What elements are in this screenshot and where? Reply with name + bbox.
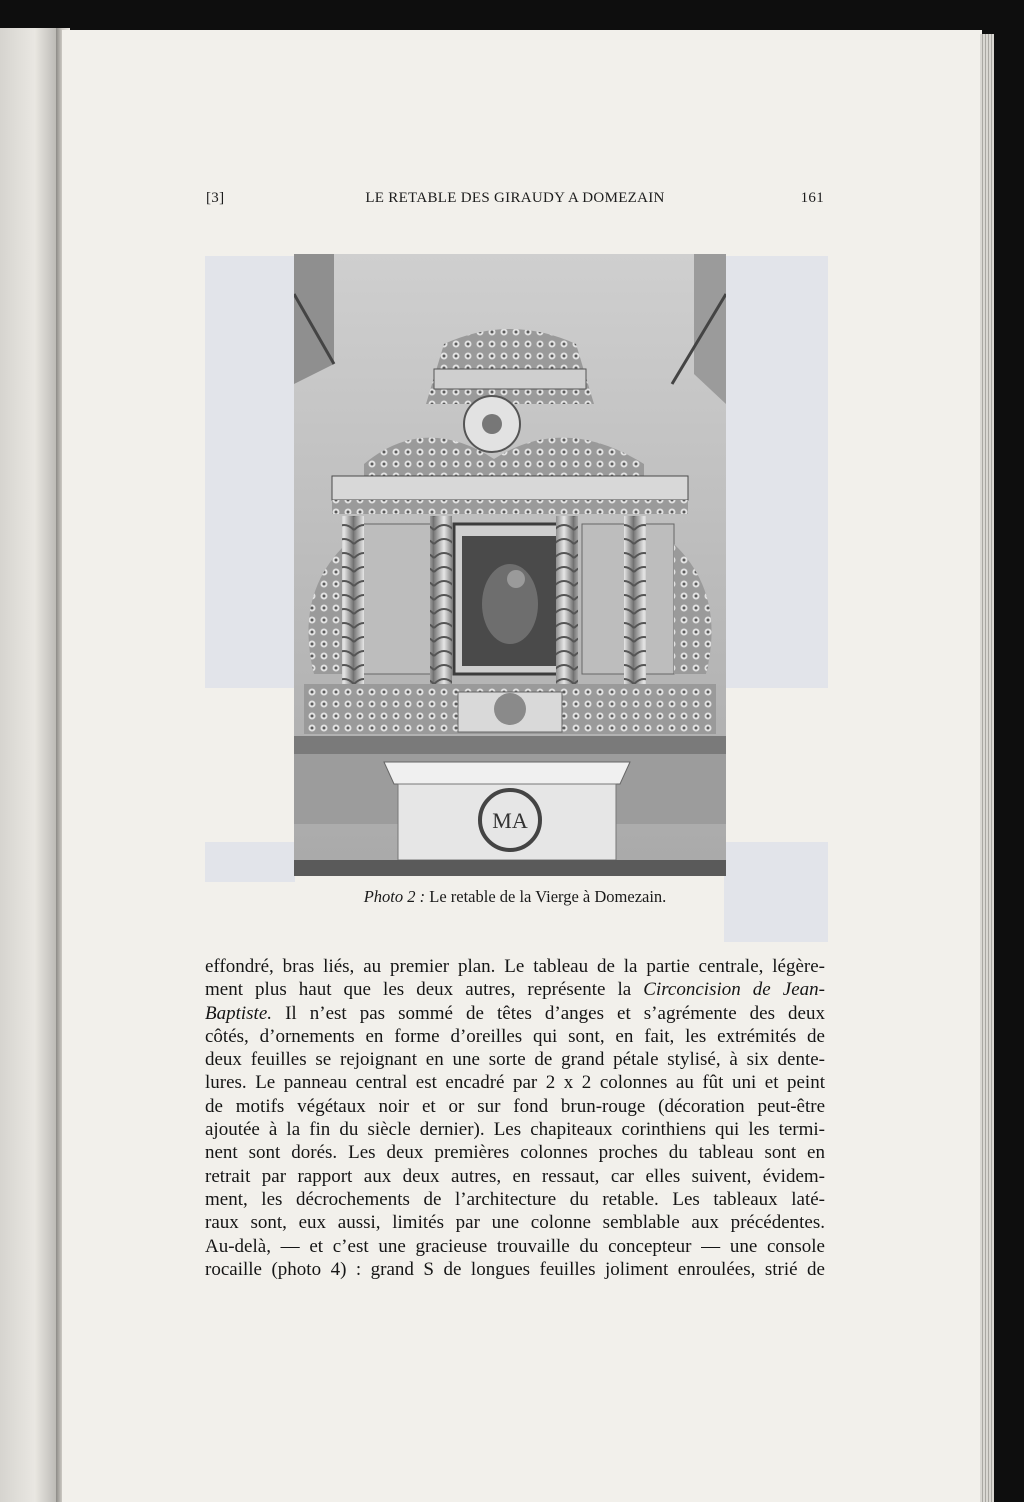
body-line [205, 1188, 825, 1211]
body-text-run: ment, les décrochements de l’architecture du retable. Les tableaux laté- [205, 1188, 825, 1210]
italic-title: Circoncision de Jean- [643, 979, 825, 1001]
body-text-run: deux feuilles se rejoignant en une sorte de grand pétale stylisé, à six dente- [205, 1049, 825, 1071]
show-through-left-lower [205, 842, 295, 882]
section-number: [3] [206, 190, 225, 206]
page-number: 161 [800, 190, 824, 206]
body-line [205, 1071, 825, 1094]
body-line [205, 955, 825, 978]
body-line [205, 1235, 825, 1258]
caption-label: Photo 2 : [363, 887, 426, 906]
altarpiece-photo [294, 254, 726, 876]
body-text-run: nent sont dorés. Les deux premières colonnes proches du tableau sont en [205, 1142, 825, 1164]
italic-title: Baptiste. [205, 1002, 273, 1024]
body-line [205, 1095, 825, 1118]
left-page-edge [0, 28, 58, 1502]
body-text-run: raux sont, eux aussi, limités par une colonne semblable aux précédentes. [205, 1212, 825, 1234]
body-text-run: retrait par rapport aux deux autres, en ressaut, car elles suivent, évidem- [205, 1165, 825, 1187]
body-text-run: ment plus haut que les deux autres, représente la [205, 979, 644, 1001]
body-line [205, 1141, 825, 1164]
svg-text:MA: MA [492, 808, 528, 833]
body-text-run: rocaille (photo 4) : grand S de longues feuilles joliment enroulées, strié de [205, 1258, 825, 1280]
photo-caption [206, 887, 824, 907]
running-title: LE RETABLE DES GIRAUDY A DOMEZAIN [365, 190, 665, 206]
body-line [205, 1002, 825, 1025]
body-paragraph [205, 955, 825, 1281]
body-line [205, 1165, 825, 1188]
page-stack-edge [980, 34, 994, 1502]
body-text-run: lures. Le panneau central est encadré par 2 x 2 colonnes au fût uni et peint [205, 1072, 825, 1094]
body-line [205, 1258, 825, 1281]
body-text-run: Au-delà, — et c’est une gracieuse trouvaille du concepteur — une console [205, 1235, 825, 1257]
body-text-run: ajoutée à la fin du siècle dernier). Les chapiteaux corinthiens qui les termi- [205, 1119, 825, 1141]
show-through-left-upper [205, 256, 295, 688]
altarpiece-illustration [294, 254, 726, 876]
caption-text: Le retable de la Vierge à Domezain. [429, 887, 667, 906]
body-line [205, 1025, 825, 1048]
body-line [205, 1211, 825, 1234]
body-line [205, 1048, 825, 1071]
running-head [206, 190, 824, 212]
body-line [205, 978, 825, 1001]
show-through-right-upper [724, 256, 828, 688]
body-text-run: de motifs végétaux noir et or sur fond brun-rouge (décoration peut-être [205, 1095, 825, 1117]
body-text-run: effondré, bras liés, au premier plan. Le tableau de la partie centrale, légère- [205, 956, 825, 977]
body-text-run: côtés, d’ornements en forme d’oreilles qui sont, en fait, les extrémités de [205, 1025, 825, 1047]
body-line [205, 1118, 825, 1141]
body-text-run: Il n’est pas sommé de têtes d’anges et s’agrémente des deux [272, 1002, 825, 1024]
